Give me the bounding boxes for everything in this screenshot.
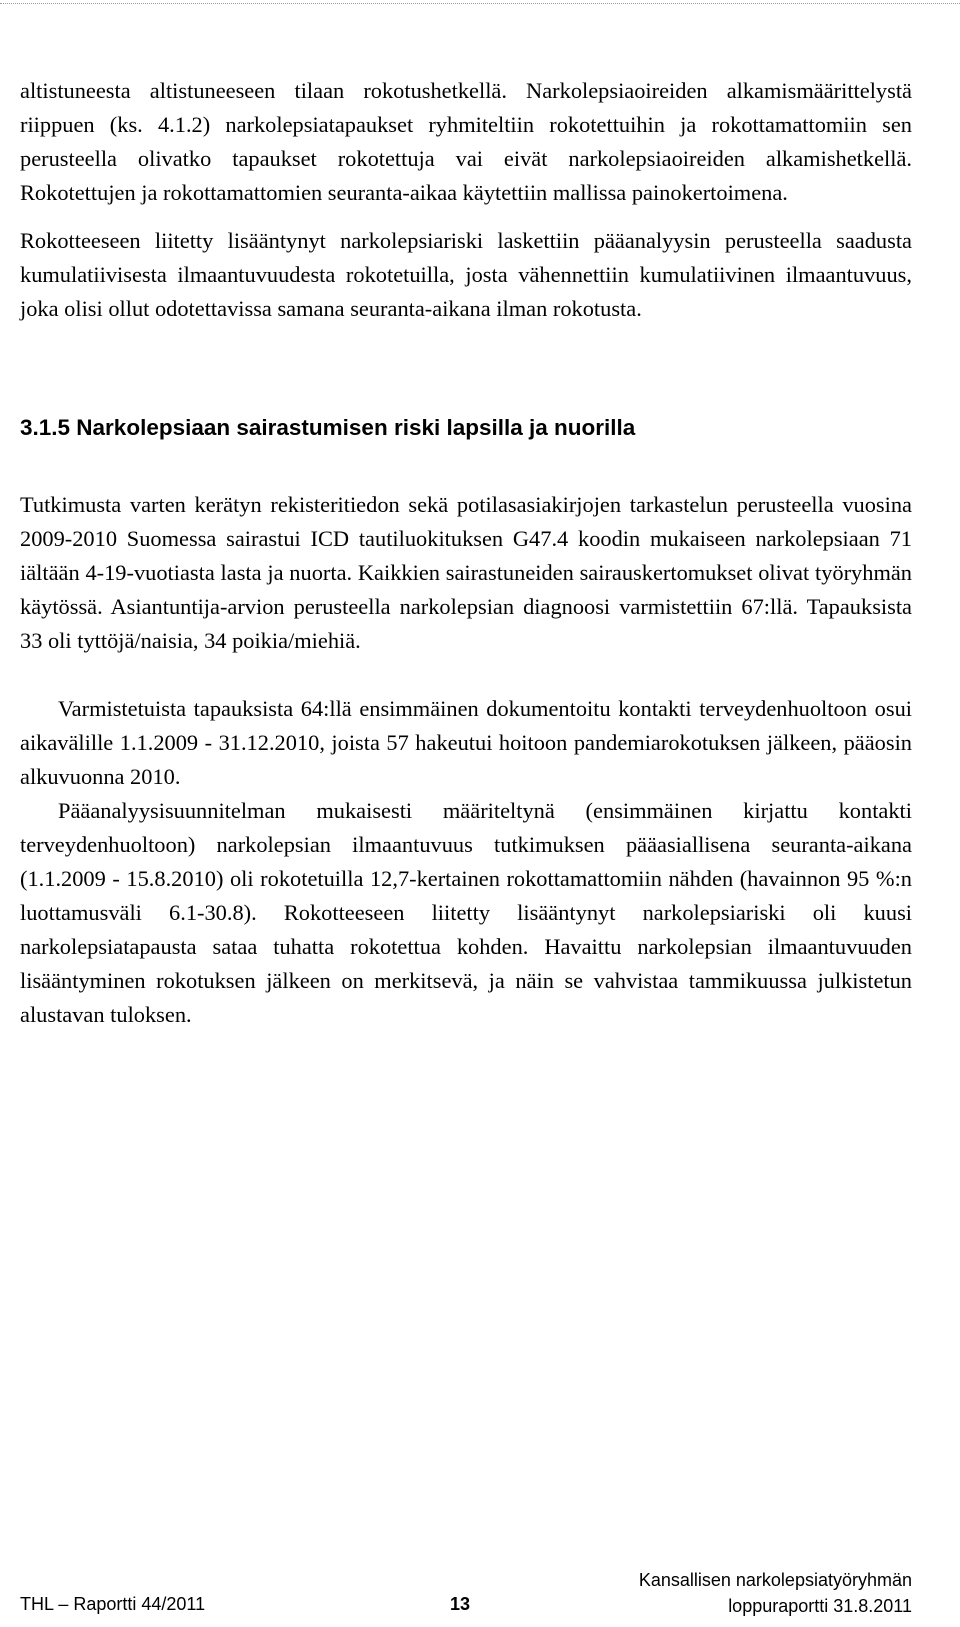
paragraph-method-grouping: altistuneesta altistuneeseen tilaan rokotushetkellä. Narkolepsiaoireiden alkamismäärittelystä riippuen (ks. 4.1.2) narkolepsiatapaukset ryhmiteltiin rokotettuihin ja rokottamattomiin sen perusteella olivatko tapaukset rokotettuja vai eivät narkolepsiaoireiden alkamishetkellä. Rokotettujen ja rokottamattomien seuranta-aikaa käytettiin mallissa painokertoimena. [20,78,912,205]
footer-page-number: 13 [450,1594,471,1614]
paragraph-confirmed-cases: Varmistetuista tapauksista 64:llä ensimmäinen dokumentoitu kontakti terveydenhuoltoon osui aikavälille 1.1.2009 - 31.12.2010, joista 57 hakeutui hoitoon pandemiarokotuksen jälkeen, pääosin alkuvuonna 2010. [20,696,912,789]
paragraph-main-analysis: Pääanalyysisuunnitelman mukaisesti määriteltynä (ensimmäinen kirjattu kontakti terveydenhuoltoon) narkolepsian ilmaantuvuus tutkimuksen pääasiallisena seuranta-aikana (1.1.2009 - 15.8.2010) oli rokotetuilla 12,7-kertainen rokottamattomiin nähden (havainnon 95 %:n luottamusväli 6.1-30.8). Rokotteeseen liitetty lisääntynyt narkolepsiariski oli kuusi narkolepsiatapausta sataa tuhatta rokotettua kohden. Havaittu narkolepsian ilmaantuvuuden lisääntyminen rokotuksen jälkeen on merkitsevä, ja näin se vahvistaa tammikuussa julkistetun alustavan tuloksen. [20,798,912,1027]
paragraph-risk-calculation: Rokotteeseen liitetty lisääntynyt narkolepsiariski laskettiin pääanalyysin perusteella saadusta kumulatiivisesta ilmaantuvuudesta rokotetuilla, josta vähennettiin kumulatiivinen ilmaantuvuus, joka olisi ollut odotettavissa samana seuranta-aikana ilman rokotusta. [20,228,912,321]
footer-report-id: THL – Raportti 44/2011 [20,1594,206,1614]
footer-right-line-2: loppuraportti 31.8.2011 [728,1596,912,1616]
paragraph-cases: Tutkimusta varten kerätyn rekisteritiedon sekä potilasasiakirjojen tarkastelun perusteella vuosina 2009-2010 Suomessa sairastui ICD tautiluokituksen G47.4 koodin mukaiseen narkolepsiaan 71 iältään 4-19-vuotiasta lasta ja nuorta. Kaikkien sairastuneiden sairauskertomukset olivat työryhmän käytössä. Asiantuntija-arvion perusteella narkolepsian diagnoosi varmistettiin 67:llä. Tapauksista 33 oli tyttöjä/naisia, 34 poikia/miehiä. [20,492,912,653]
section-heading: 3.1.5 Narkolepsiaan sairastumisen riski lapsilla ja nuorilla [20,415,636,440]
footer-report-title [639,1567,912,1619]
footer-right-line-1: Kansallisen narkolepsiatyöryhmän [638,1570,912,1590]
top-divider [0,3,960,4]
